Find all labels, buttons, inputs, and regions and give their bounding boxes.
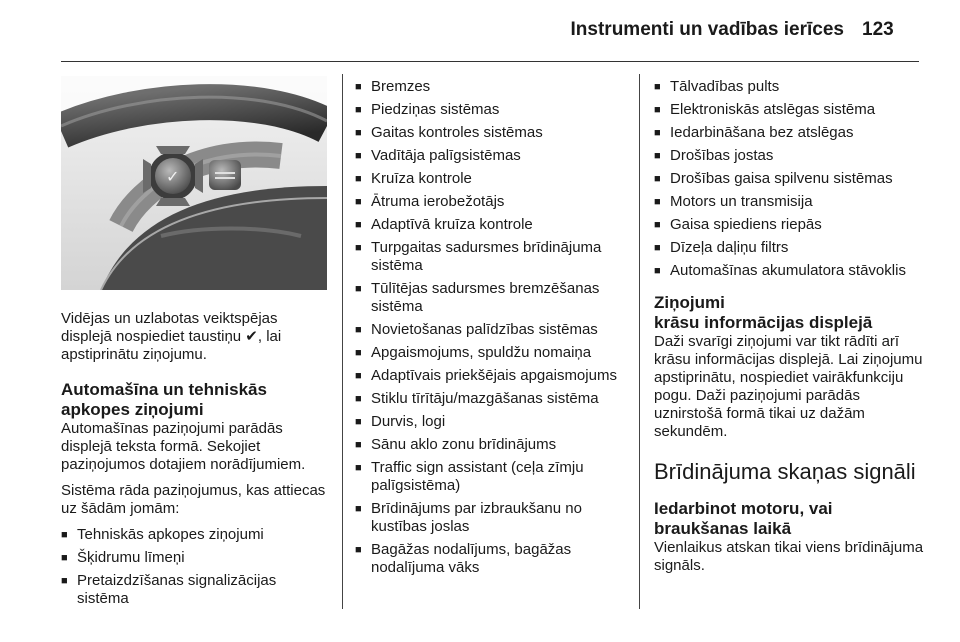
list-item: ■ Adaptīvā kruīza kontrole: [355, 216, 627, 234]
list-item: ■ Kruīza kontrole: [355, 170, 627, 188]
column-divider: [342, 74, 343, 609]
area-list: [355, 78, 627, 577]
list-item: ■ Iedarbināšana bez atslēgas: [654, 124, 926, 142]
column-right: [654, 78, 926, 583]
steering-wheel-photo: [61, 76, 327, 290]
paragraph-color-display: Daži svarīgi ziņojumi var tikt rādīti arī krāsu informācijas displejā. Lai ziņojumu apstiprinātu, nospiediet vairākfunkciju pogu. Daži paziņojumi parādās uznirstošā formā tikai uz dažām sekundēm.: [654, 333, 923, 440]
list-item: ■ Elektroniskās atslēgas sistēma: [654, 101, 926, 119]
checkmark-icon: ✔: [245, 328, 258, 345]
list-item: ■ Bremzes: [355, 78, 627, 96]
list-item: ■ Automašīnas akumulatora stāvoklis: [654, 262, 926, 280]
paragraph-single-chime: Vienlaikus atskan tikai viens brīdinājuma signāls.: [654, 539, 924, 574]
heading-color-display-messages: Ziņojumi krāsu informācijas displejā: [654, 293, 873, 332]
list-item: ■ Tālvadības pults: [654, 78, 926, 96]
page-header-title: Instrumenti un vadības ierīces: [570, 19, 844, 40]
steering-wheel-illustration: [61, 76, 327, 290]
list-item: ■ Dīzeļa daļiņu filtrs: [654, 239, 926, 257]
list-item: ■ Brīdinājums par izbraukšanu no kustības joslas: [355, 500, 627, 536]
list-item: ■ Piedziņas sistēmas: [355, 101, 627, 119]
header-rule: [61, 61, 919, 62]
list-item: ■ Ātruma ierobežotājs: [355, 193, 627, 211]
svg-text:✓: ✓: [166, 167, 180, 186]
list-item: ■ Gaisa spiediens riepās: [654, 216, 926, 234]
list-item: ■ Vadītāja palīgsistēmas: [355, 147, 627, 165]
column-middle: [355, 78, 627, 582]
section-title-warning-chimes: Brīdinājuma skaņas signāli: [654, 459, 916, 484]
list-item: ■ Tūlītējas sadursmes bremzēšanas sistēma: [355, 280, 627, 316]
area-list: [61, 526, 327, 608]
list-item: ■ Gaitas kontroles sistēmas: [355, 124, 627, 142]
heading-vehicle-messages: Automašīna un tehniskās apkopes ziņojumi: [61, 380, 267, 419]
paragraph-areas: Sistēma rāda paziņojumus, kas attiecas uz šādām jomām:: [61, 482, 326, 517]
list-item: ■ Motors un transmisija: [654, 193, 926, 211]
paragraph-vehicle-messages: Automašīnas paziņojumi parādās displejā teksta formā. Sekojiet paziņojumos dotajiem norādījumiem.: [61, 420, 306, 473]
list-item: ■ Adaptīvais priekšējais apgaismojums: [355, 367, 627, 385]
list-item: ■ Pretaizdzīšanas signalizācijas sistēma: [61, 572, 327, 608]
column-divider: [639, 74, 640, 609]
list-item: ■ Turpgaitas sadursmes brīdinājuma sistēma: [355, 239, 627, 275]
column-left: [61, 76, 327, 613]
list-item: ■ Durvis, logi: [355, 413, 627, 431]
heading-starting-engine: Iedarbinot motoru, vai braukšanas laikā: [654, 499, 833, 538]
list-item: ■ Šķidrumu līmeņi: [61, 549, 327, 567]
page-number: 123: [862, 19, 894, 40]
list-item: ■ Tehniskās apkopes ziņojumi: [61, 526, 327, 544]
list-item: ■ Traffic sign assistant (ceļa zīmju palīgsistēma): [355, 459, 627, 495]
intro-paragraph: Vidējas un uzlabotas veiktspējas displejā nospiediet taustiņu ✔, lai apstiprinātu ziņojumu.: [61, 310, 282, 363]
list-item: ■ Drošības jostas: [654, 147, 926, 165]
list-item: ■ Sānu aklo zonu brīdinājums: [355, 436, 627, 454]
list-item: ■ Bagāžas nodalījums, bagāžas nodalījuma vāks: [355, 541, 627, 577]
list-item: ■ Drošības gaisa spilvenu sistēmas: [654, 170, 926, 188]
list-item: ■ Apgaismojums, spuldžu nomaiņa: [355, 344, 627, 362]
list-item: ■ Stiklu tīrītāju/mazgāšanas sistēma: [355, 390, 627, 408]
list-item: ■ Novietošanas palīdzības sistēmas: [355, 321, 627, 339]
area-list: [654, 78, 926, 280]
